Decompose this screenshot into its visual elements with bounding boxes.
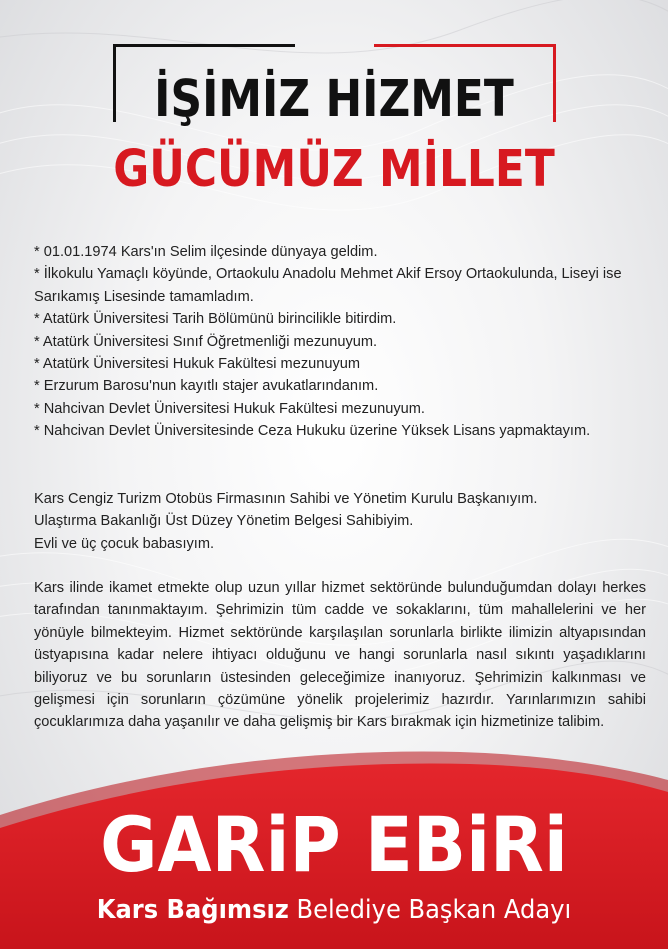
bio-item: * Atatürk Üniversitesi Sınıf Öğretmenliği mezunuyum.	[34, 333, 378, 350]
business-line: Kars Cengiz Turizm Otobüs Firmasının Sahibi ve Yönetim Kurulu Başkanıyım.	[34, 491, 538, 507]
bio-item: * 01.01.1974 Kars'ın Selim ilçesinde dünyaya geldim.	[34, 244, 378, 260]
bio-item: * Atatürk Üniversitesi Tarih Bölümünü birincilikle bitirdim.	[34, 311, 397, 328]
business-line: Evli ve üç çocuk babasıyım.	[34, 535, 215, 552]
candidate-title	[23, 890, 644, 930]
bio-item: * Nahcivan Devlet Üniversitesinde Ceza Hukuku üzerine Yüksek Lisans yapmaktayım.	[34, 423, 591, 440]
candidate-title-bold: Kars Bağımsız	[96, 895, 289, 925]
bio-item: * İlkokulu Yamaçlı köyünde, Ortaokulu Anadolu Mehmet Akif Ersoy Ortaokulunda, Liseyi ise Sarıkamış Lisesinde tamamladım.	[34, 266, 622, 305]
candidate-title-rest: Belediye Başkan Adayı	[288, 895, 572, 925]
business-line: Ulaştırma Bakanlığı Üst Düzey Yönetim Belgesi Sahibiyim.	[34, 513, 414, 530]
bio-item: * Nahcivan Devlet Üniversitesi Hukuk Fakültesi mezunuyum.	[34, 400, 425, 417]
bio-item: * Erzurum Barosu'nun kayıtlı stajer avukatlarındanım.	[34, 378, 379, 395]
candidate-name: GARiP EBiRi	[100, 800, 568, 889]
vision-paragraph: Kars ilinde ikamet etmekte olup uzun yıllar hizmet sektöründe bulunduğumdan dolayı herkes tarafından tanınmaktayım. Şehrimizin tüm cadde ve sokaklarını, tüm mahallelerini ve her yönüyle bilmekteyim. Hizmet sektöründe karşılaşılan sorunlarla birlikte ilimizin altyapısından üstyapısına kadar nelere ihtiyacı olduğunu ve hangi sorunlarla nasıl sıkıntı yaşadıklarını biliyoruz ve bu sorunların üstesinden geleceğimize inanıyoruz. Şehrimizin kalkınması ve gelişmesi için sorunların çözümüne yönelik projelerimiz hazırdır. Yarınlarımızın sahibi çocuklarımıza daha yaşanılır ve daha gelişmiş bir Kars bırakmak için hizmetinize talibim.	[34, 580, 646, 731]
headline-line-1: İŞİMİZ HİZMET	[154, 70, 514, 129]
bio-item: * Atatürk Üniversitesi Hukuk Fakültesi mezunuyum	[34, 356, 361, 373]
headline-line-2: GÜCÜMÜZ MİLLET	[113, 140, 555, 199]
